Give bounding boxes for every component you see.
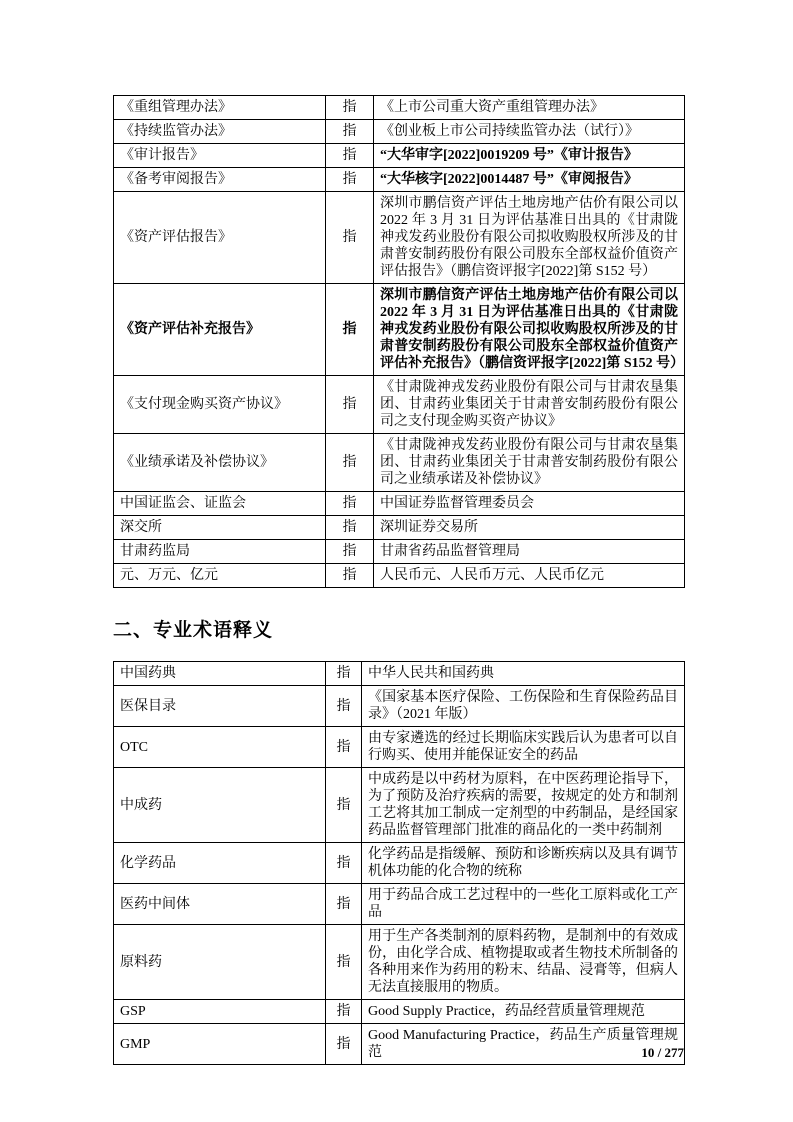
table-row: [114, 1000, 685, 1024]
zhi-cell: 指: [326, 925, 362, 1000]
definition-cell: 中成药是以中药材为原料，在中医药理论指导下，为了预防及治疗疾病的需要，按规定的处方和制剂工艺将其加工制成一定剂型的中药制品，是经国家药品监督管理部门批准的商品化的一类中药制剂: [362, 768, 685, 843]
table-row: [114, 884, 685, 925]
zhi-cell: 指: [326, 96, 374, 120]
table-row: [114, 284, 685, 376]
term-cell: 中国证监会、证监会: [114, 492, 326, 516]
term-cell: 《重组管理办法》: [114, 96, 326, 120]
definition-cell: Good Supply Practice，药品经营质量管理规范: [362, 1000, 685, 1024]
term-cell: 医保目录: [114, 686, 326, 727]
zhi-cell: 指: [326, 1024, 362, 1065]
term-cell: 《资产评估补充报告》: [114, 284, 326, 376]
term-cell: 化学药品: [114, 843, 326, 884]
table-row: [114, 564, 685, 588]
table-row: [114, 96, 685, 120]
term-cell: 《资产评估报告》: [114, 192, 326, 284]
table-row: [114, 925, 685, 1000]
table-row: [114, 376, 685, 434]
definitions-table-terminology-body: [114, 662, 685, 1065]
zhi-cell: 指: [326, 1000, 362, 1024]
definition-cell: 《甘肃陇神戎发药业股份有限公司与甘肃农垦集团、甘肃药业集团关于甘肃普安制药股份有限公司之支付现金购买资产协议》: [374, 376, 685, 434]
table-row: [114, 434, 685, 492]
zhi-cell: 指: [326, 884, 362, 925]
table-row: [114, 843, 685, 884]
zhi-cell: 指: [326, 120, 374, 144]
definition-cell: 《上市公司重大资产重组管理办法》: [374, 96, 685, 120]
zhi-cell: 指: [326, 686, 362, 727]
definition-cell: 深圳市鹏信资产评估土地房地产估价有限公司以 2022 年 3 月 31 日为评估基准日出具的《甘肃陇神戎发药业股份有限公司拟收购股权所涉及的甘肃普安制药股份有限公司股东全部权益价值资产评估补充报告》（鹏信资评报字[2022]第 S152 号）: [374, 284, 685, 376]
zhi-cell: 指: [326, 540, 374, 564]
term-cell: 中成药: [114, 768, 326, 843]
table-row: [114, 727, 685, 768]
definition-cell: 由专家遴选的经过长期临床实践后认为患者可以自行购买、使用并能保证安全的药品: [362, 727, 685, 768]
definitions-table-terminology: [113, 661, 685, 1065]
zhi-cell: 指: [326, 662, 362, 686]
term-cell: GMP: [114, 1024, 326, 1065]
table-row: [114, 540, 685, 564]
term-cell: 《审计报告》: [114, 144, 326, 168]
definition-cell: 甘肃省药品监督管理局: [374, 540, 685, 564]
definition-cell: 《国家基本医疗保险、工伤保险和生育保险药品目录》（2021 年版）: [362, 686, 685, 727]
zhi-cell: 指: [326, 492, 374, 516]
term-cell: 《备考审阅报告》: [114, 168, 326, 192]
definition-cell: Good Manufacturing Practice，药品生产质量管理规范: [362, 1024, 685, 1065]
definitions-table-general-body: [114, 96, 685, 588]
table-row: [114, 192, 685, 284]
definition-cell: 中华人民共和国药典: [362, 662, 685, 686]
term-cell: 元、万元、亿元: [114, 564, 326, 588]
definition-cell: 化学药品是指缓解、预防和诊断疾病以及具有调节机体功能的化合物的统称: [362, 843, 685, 884]
definitions-table-general: [113, 95, 685, 588]
table-row: [114, 168, 685, 192]
page-content: [113, 95, 685, 1065]
term-cell: OTC: [114, 727, 326, 768]
zhi-cell: 指: [326, 168, 374, 192]
table-row: [114, 144, 685, 168]
zhi-cell: 指: [326, 434, 374, 492]
zhi-cell: 指: [326, 376, 374, 434]
term-cell: 《持续监管办法》: [114, 120, 326, 144]
definition-cell: 《甘肃陇神戎发药业股份有限公司与甘肃农垦集团、甘肃药业集团关于甘肃普安制药股份有限公司之业绩承诺及补偿协议》: [374, 434, 685, 492]
term-cell: GSP: [114, 1000, 326, 1024]
definition-cell: 用于药品合成工艺过程中的一些化工原料或化工产品: [362, 884, 685, 925]
definition-cell: 《创业板上市公司持续监管办法（试行）》: [374, 120, 685, 144]
term-cell: 《支付现金购买资产协议》: [114, 376, 326, 434]
table-row: [114, 516, 685, 540]
term-cell: 甘肃药监局: [114, 540, 326, 564]
table-row: [114, 120, 685, 144]
definition-cell: 中国证券监督管理委员会: [374, 492, 685, 516]
zhi-cell: 指: [326, 284, 374, 376]
table-row: [114, 1024, 685, 1065]
definition-cell: “大华审字[2022]0019209 号”《审计报告》: [374, 144, 685, 168]
definition-cell: 用于生产各类制剂的原料药物，是制剂中的有效成份，由化学合成、植物提取或者生物技术所制备的各种用来作为药用的粉末、结晶、浸膏等，但病人无法直接服用的物质。: [362, 925, 685, 1000]
section-heading: 二、专业术语释义: [113, 620, 274, 641]
definition-cell: 人民币元、人民币万元、人民币亿元: [374, 564, 685, 588]
table-row: [114, 686, 685, 727]
zhi-cell: 指: [326, 516, 374, 540]
term-cell: 深交所: [114, 516, 326, 540]
term-cell: 中国药典: [114, 662, 326, 686]
zhi-cell: 指: [326, 727, 362, 768]
term-cell: 医药中间体: [114, 884, 326, 925]
zhi-cell: 指: [326, 144, 374, 168]
page-number: 10 / 277: [641, 1045, 684, 1060]
definition-cell: “大华核字[2022]0014487 号”《审阅报告》: [374, 168, 685, 192]
term-cell: 原料药: [114, 925, 326, 1000]
zhi-cell: 指: [326, 192, 374, 284]
definition-cell: 深圳市鹏信资产评估土地房地产估价有限公司以 2022 年 3 月 31 日为评估基准日出具的《甘肃陇神戎发药业股份有限公司拟收购股权所涉及的甘肃普安制药股份有限公司股东全部权益价值资产评估报告》（鹏信资评报字[2022]第 S152 号）: [374, 192, 685, 284]
zhi-cell: 指: [326, 564, 374, 588]
table-row: [114, 492, 685, 516]
table-row: [114, 662, 685, 686]
zhi-cell: 指: [326, 768, 362, 843]
definition-cell: 深圳证券交易所: [374, 516, 685, 540]
table-row: [114, 768, 685, 843]
zhi-cell: 指: [326, 843, 362, 884]
term-cell: 《业绩承诺及补偿协议》: [114, 434, 326, 492]
